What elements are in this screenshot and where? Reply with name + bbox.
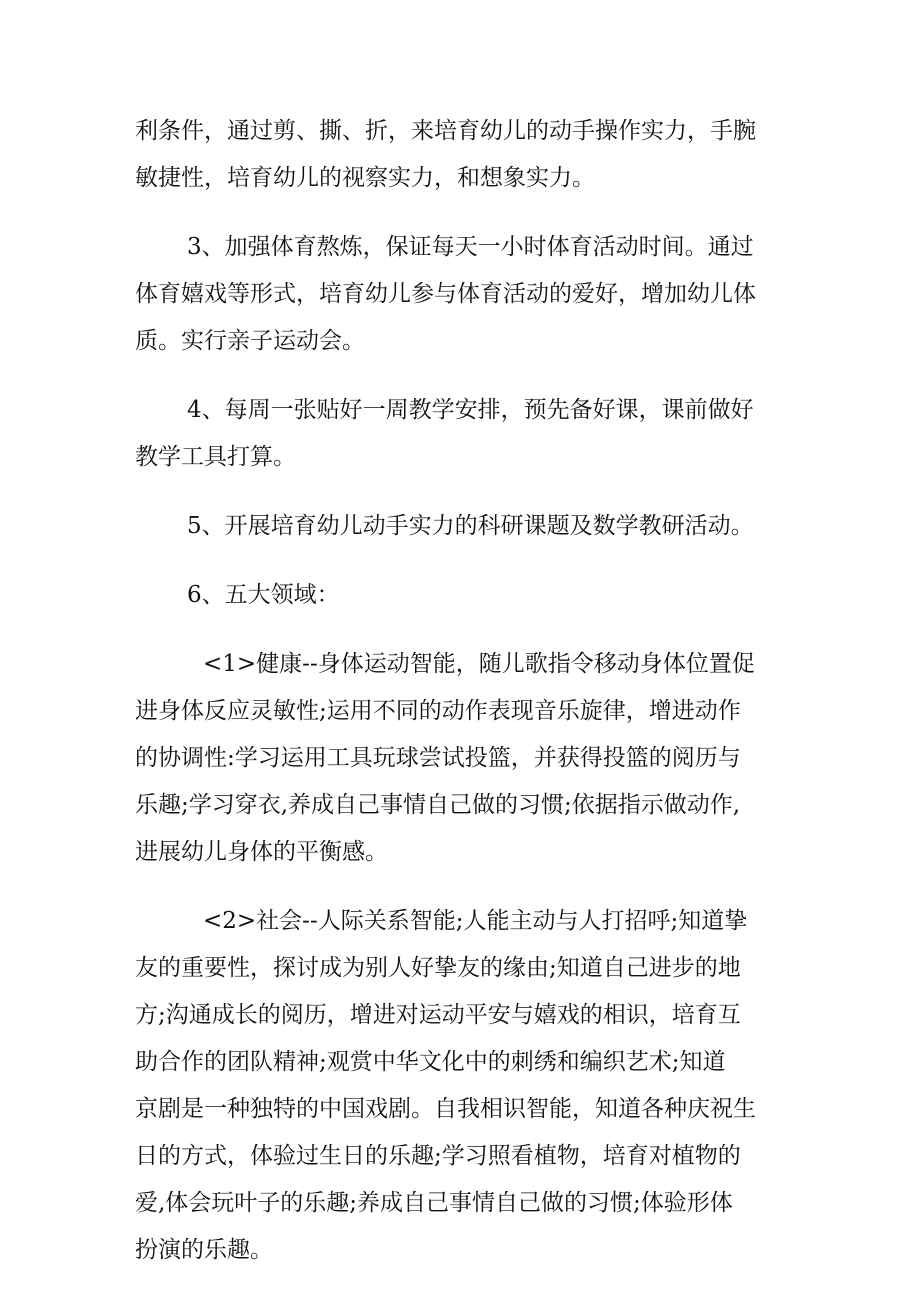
text-line: 扮演的乐趣。 [135, 1237, 273, 1263]
text-line: 5、开展培育幼儿动手实力的科研课题及数学教研活动。 [187, 513, 754, 539]
text-line: 友的重要性，探讨成为别人好挚友的缘由;知道自己进步的地 [135, 955, 741, 981]
text-line: 6、五大领域： [187, 582, 340, 608]
text-line: 爱,体会玩叶子的乐趣;养成自己事情自己做的习惯;体验形体 [135, 1190, 733, 1216]
text-line: 京剧是一种独特的中国戏剧。自我相识智能，知道各种庆祝生 [135, 1096, 756, 1122]
paragraph-health [135, 641, 795, 876]
text-line: 3、加强体育熬炼，保证每天一小时体育活动时间。通过 [187, 234, 754, 260]
paragraph-item-3 [135, 224, 795, 365]
text-line: 进展幼儿身体的平衡感。 [135, 839, 388, 865]
text-line: 教学工具打算。 [135, 444, 296, 470]
text-line: <1>健康--身体运动智能，随儿歌指令移动身体位置促 [203, 651, 755, 677]
text-line: <2>社会--人际关系智能;人能主动与人打招呼;知道挚 [203, 908, 748, 934]
text-line: 体育嬉戏等形式，培育幼儿参与体育活动的爱好，增加幼儿体 [135, 281, 756, 307]
text-line: 乐趣;学习穿衣,养成自己事情自己做的习惯;依据指示做动作, [135, 792, 741, 818]
text-line: 敏捷性，培育幼儿的视察实力，和想象实力。 [135, 165, 595, 191]
text-line: 方;沟通成长的阅历，增进对运动平安与嬉戏的相识，培育互 [135, 1002, 741, 1028]
text-line: 日的方式，体验过生日的乐趣;学习照看植物，培育对植物的 [135, 1143, 741, 1169]
paragraph-society [135, 898, 795, 1274]
paragraph-item-6 [135, 572, 795, 619]
text-line: 助合作的团队精神;观赏中华文化中的刺绣和编织艺术;知道 [135, 1049, 726, 1075]
paragraph-continuation [135, 108, 795, 202]
text-line: 4、每周一张贴好一周教学安排，预先备好课，课前做好 [187, 397, 754, 423]
text-line: 的协调性:学习运用工具玩球尝试投篮，并获得投篮的阅历与 [135, 745, 741, 771]
paragraph-item-4 [135, 387, 795, 481]
paragraph-item-5 [135, 503, 795, 550]
document-body [135, 108, 795, 1296]
text-line: 利条件，通过剪、撕、折，来培育幼儿的动手操作实力，手腕 [135, 118, 756, 144]
text-line: 进身体反应灵敏性;运用不同的动作表现音乐旋律，增进动作 [135, 698, 741, 724]
text-line: 质。实行亲子运动会。 [135, 328, 365, 354]
